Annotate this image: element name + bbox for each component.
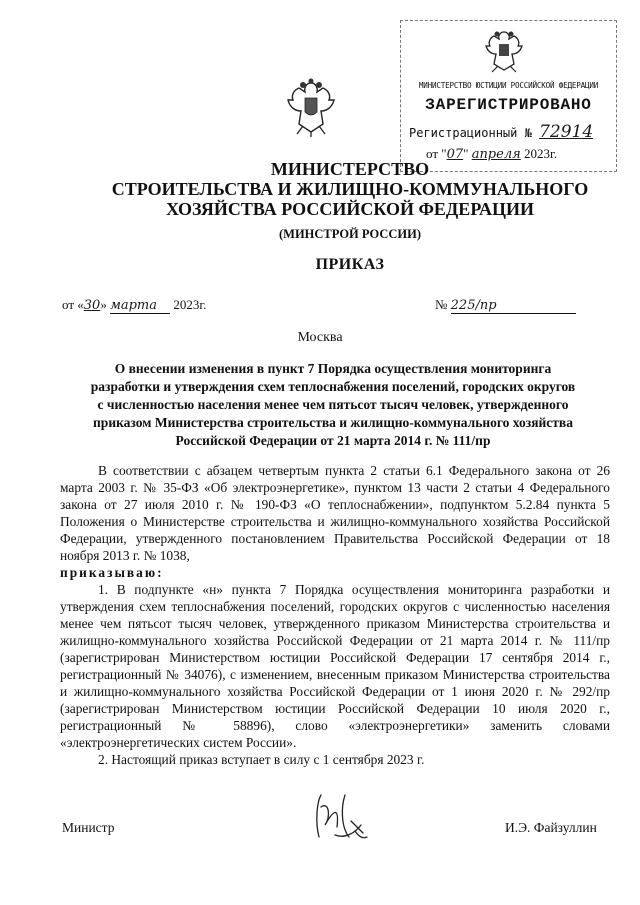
order-date-year-suffix: 3г.	[192, 297, 207, 312]
title-line: разработки и утверждения схем теплоснабжения поселений, городских округов	[90, 379, 576, 394]
coat-of-arms-icon	[285, 78, 337, 138]
order-date	[62, 297, 206, 314]
signatory-position: Министр	[62, 820, 115, 835]
title-line: приказом Министерства строительства и жилищно-коммунального хозяйства	[93, 415, 573, 430]
ministry-name-line-1: МИНИСТЕРСТВО	[270, 159, 430, 179]
signatory-name: И.Э. Файзуллин	[505, 820, 597, 835]
title-line: Российской Федерации от 21 марта 2014 г. № 111/пр	[175, 433, 491, 448]
order-number-value: 225/пр	[451, 298, 576, 314]
document-type: ПРИКАЗ	[315, 256, 385, 273]
title-line: О внесении изменения в пункт 7 Порядка осуществления мониторинга	[114, 361, 552, 376]
order-date-year-prefix: 202	[173, 297, 193, 312]
order-date-month: марта	[110, 298, 170, 314]
order-date-mid: »	[100, 297, 107, 312]
ministry-name-line-3: ХОЗЯЙСТВА РОССИЙСКОЙ ФЕДЕРАЦИИ	[165, 199, 535, 219]
stamp-date-quote: "	[463, 146, 469, 161]
ministry-name-line-2: СТРОИТЕЛЬСТВА И ЖИЛИЩНО-КОММУНАЛЬНОГО	[111, 179, 589, 199]
stamp-registration-number	[409, 122, 593, 142]
title-line: с численностью населения менее чем пятьсот тысяч человек, утвержденного	[97, 397, 569, 412]
stamp-ministry-line: МИНИСТЕРСТВО ЮСТИЦИИ РОССИЙСКОЙ ФЕДЕРАЦИИ	[418, 81, 599, 90]
handwritten-signature	[305, 787, 375, 847]
order-body	[60, 462, 610, 768]
stamp-reg-label: Регистрационный №	[409, 126, 532, 140]
order-title	[58, 360, 608, 450]
stamp-date-year: 2023г.	[523, 146, 558, 161]
clause-2: 2. Настоящий приказ вступает в силу с 1 сентября 2023 г.	[98, 752, 425, 767]
order-number-label: №	[435, 297, 448, 312]
stamp-date-prefix: от "	[426, 146, 447, 161]
stamp-reg-number: 72914	[539, 122, 594, 142]
order-number	[435, 297, 576, 314]
preamble-paragraph: В соответствии с абзацем четвертым пункта 2 статьи 6.1 Федерального закона от 26 марта 2003 г. № 35-ФЗ «Об электроэнергетике», пунктом 13 части 2 статьи 4 Федерального закона от 27 июля 2010 г. № 190-ФЗ «О теплоснабжении», подпунктом 5.2.84 пункта 5 Положения о Министерстве строительства и жилищно-коммунального хозяйства Российской Федерации, утвержденного постановлением Правительства Российской Федерации от 18 ноября 2013 г. № 1038,	[60, 463, 610, 563]
command-colon: :	[157, 565, 162, 580]
stamp-registered-label: ЗАРЕГИСТРИРОВАНО	[425, 96, 592, 114]
ministry-short-name: (МИНСТРОЙ РОССИИ)	[278, 227, 421, 241]
city: Москва	[297, 330, 343, 345]
order-date-prefix: от «	[62, 297, 84, 312]
order-date-day: 30	[83, 298, 101, 313]
command-word-text: приказываю	[60, 565, 158, 580]
command-word	[60, 564, 610, 581]
registration-stamp	[400, 20, 617, 172]
stamp-date-month: апреля	[471, 147, 521, 162]
clause-1: 1. В подпункте «н» пункта 7 Порядка осуществления мониторинга разработки и утверждения схем теплоснабжения поселений, городских округов с численностью населения менее чем пятьсот тысяч человек, утвержденного приказом Министерства строительства и жилищно-коммунального хозяйства Российской Федерации от 21 марта 2014 г. № 111/пр (зарегистрирован Министерством юстиции Российской Федерации 17 сентября 2014 г., регистрационный № 34076), с изменением, внесенным приказом Министерства строительства и жилищно-коммунального хозяйства Российской Федерации от 1 июня 2020 г. № 292/пр (зарегистрирован Министерством юстиции Российской Федерации 10 июля 2020 г., регистрационный № 58896), слово «электроэнергетики» заменить словами «электроэнергетических систем России».	[60, 582, 610, 750]
stamp-date-day: 07	[446, 147, 464, 162]
